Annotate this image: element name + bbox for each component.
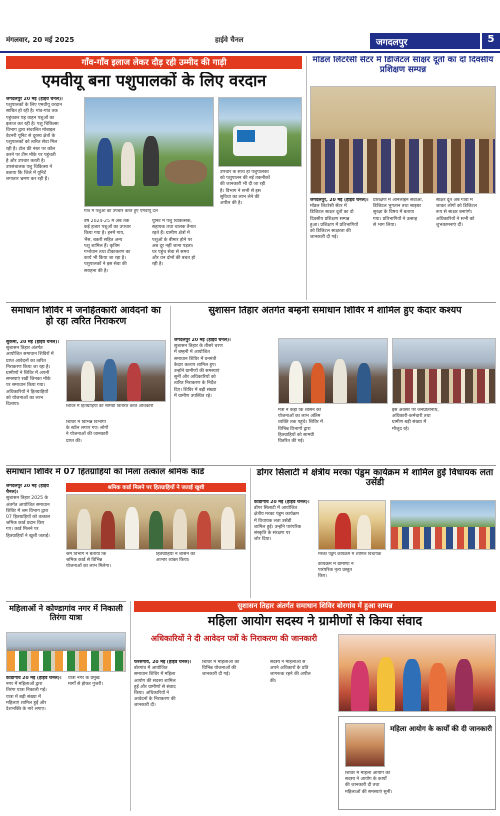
- story2-photo: [310, 86, 496, 194]
- story4-dateline: जगदलपुर 20 मई (हाईवे चैनल)।: [174, 338, 231, 343]
- story6-headline: डोंगर सिलाटी में क्षेत्रीय मरका पंडुम कार्यक्रम में शामिल हुईं विधायक लता उसेंडी: [256, 468, 494, 489]
- story1-column-4: उपचार के साथ ही पशुपालकों को पशुपालन की नई तकनीकों की जानकारी भी दी जा रही है। विभाग ने सभी से इस सुविधा का लाभ लेने की अपील की है।: [220, 170, 270, 206]
- story8-column-2: शिविर में महिलाओं को विभिन्न योजनाओं की जानकारी दी गई।: [202, 660, 240, 678]
- story2-dateline: जगदलपुर, 20 मई (हाईवे चैनल)।: [310, 198, 369, 203]
- story1-column-1: [6, 97, 80, 297]
- story5-headline: समाधान शिविर में 07 हितग्राहियों को मिला तत्काल श्रमिक कार्ड: [6, 468, 205, 477]
- story8-banner: सुशासन तिहार अंतर्गत समाधान शिविर बोरगांव में हुआ सम्पन्न: [134, 601, 496, 612]
- story3-headline: समाधान शिविर में जनहितकारी आवेदनों का हो रहा त्वरित निराकरण: [11, 306, 161, 327]
- story4-headline: सुशासन तिहार अंतर्गत बम्हनी समाधान शिविर में शामिल हुए केदार कश्यप: [208, 306, 462, 316]
- story1-photo-caption: गांव में पशुओं का उपचार करते हुए एमवीयू दल: [84, 209, 158, 214]
- masthead-rule: [0, 51, 500, 53]
- story1-photo-2: [218, 97, 302, 167]
- story8-subhead: अधिकारियों ने दी आवेदन पत्रों के निराकरण की जानकारी: [150, 634, 318, 643]
- page-number: 5: [482, 33, 500, 49]
- story6-column-1: कोंडागांव 20 मई (हाईवे चैनल)। डोंगर सिलाटी में आयोजित क्षेत्रीय मरका पंडुम कार्यक्रम में विधायक लता उसेंडी शामिल हुईं। उन्होंने पारंपरिक संस्कृति के संरक्षण पर जोर दिया।: [254, 500, 314, 598]
- sidebar-box-text: शिविर में महिला आयोग की सदस्य ने आयोग के कार्यों की जानकारी दी तथा महिलाओं की समस्याएं सुनीं।: [345, 771, 393, 795]
- story8-column-3: सदस्य ने महिलाओं से अपने अधिकारों के प्रति जागरूक रहने की अपील की।: [270, 660, 311, 684]
- story1-dateline: जगदलपुर 20 मई (हाईवे चैनल)।: [6, 97, 63, 102]
- story1-para-1: पशुपालकों के लिए एमवीयू वरदान साबित हो रही है। गांव-गांव तक पहुंचकर यह वाहन पशुओं का इलाज कर रही है। पशु चिकित्सा विभाग द्वारा संचालित मोबाइल वेटनरी यूनिट से दूरस्थ क्षेत्रों के पशुपालकों को त्वरित सेवा मिल रही है। टोल फ्री नंबर पर कॉल करने पर टीम मौके पर पहुंचती है और उपचार करती है। उपसंचालक पशु चिकित्सा ने बताया कि जिले में यूनिटें लगातार भ्रमण कर रही हैं।: [6, 103, 62, 183]
- story7-dateline: कोंडागांव 20 मई (हाईवे चैनल)।: [6, 676, 62, 681]
- story2-column-2: प्रशिक्षण में ऑनलाइन सेवाओं, डिजिटल भुगतान तथा साइबर सुरक्षा के विषय में बताया गया। प्रतिभागियों ने उत्साह से भाग लिया।: [373, 198, 424, 228]
- story2-headline: मॉडल लिटरेसी सेंटर में डिजिटल साक्षर दूतों का दो दिवसीय प्रशिक्षण सम्पन्न: [312, 56, 494, 75]
- story5-column-2: श्रम विभाग ने बताया कि श्रमिक कार्ड से विभिन्न योजनाओं का लाभ मिलेगा।: [66, 552, 111, 570]
- story4-column-1: जगदलपुर 20 मई (हाईवे चैनल)। सुशासन तिहार के तीसरे चरण में बम्हनी में आयोजित समाधान शिविर में वनमंत्री केदार कश्यप शामिल हुए। उन्होंने ग्रामीणों की समस्याएं सुनीं और अधिकारियों को त्वरित निराकरण के निर्देश दिए। शिविर में बड़ी संख्या में ग्रामीण उपस्थित रहे।: [174, 338, 274, 462]
- story4-photo: [278, 338, 388, 404]
- story5-column-1: जगदलपुर 20 मई (हाईवे चैनल)। सुशासन तिहार 2025 के अंतर्गत आयोजित समाधान शिविर में श्रम विभाग द्वारा 07 हितग्राहियों को तत्काल श्रमिक कार्ड प्रदान किए गए। कार्ड मिलने पर हितग्राहियों ने खुशी जताई।: [6, 484, 62, 598]
- column-divider: [250, 468, 251, 598]
- story2-column-3: साक्षर दूत अब गांवों में जाकर लोगों को डिजिटल रूप से साक्षर बनाएंगे। अधिकारियों ने सभी को शुभकामनाएं दीं।: [436, 198, 477, 228]
- story6-photo: [318, 500, 386, 550]
- story4-photo-2: [392, 338, 496, 404]
- publication-name: हाईवे चैनल: [215, 36, 244, 44]
- story8-dateline: फरसगांव, 20 मई (हाईवे चैनल)।: [134, 660, 192, 665]
- story6-photo-caption: मरका पंडुम कार्यक्रम में शामिल विधायक: [318, 552, 382, 557]
- issue-date: मंगलवार, 20 मई 2025: [6, 36, 75, 44]
- story8-headline: महिला आयोग सदस्य ने ग्रामीणों से किया संवाद: [207, 614, 423, 628]
- story7-column-1: कोंडागांव 20 मई (हाईवे चैनल)। नगर में महिलाओं द्वारा तिरंगा यात्रा निकाली गई। यात्रा में बड़ी संख्या में महिलाएं शामिल हुईं और देशभक्ति के नारे लगाए।: [6, 676, 64, 810]
- section-rule-3: [6, 601, 126, 602]
- masthead: [0, 0, 500, 52]
- story8-column-1: फरसगांव, 20 मई (हाईवे चैनल)। बोरगांव में आयोजित समाधान शिविर में महिला आयोग की सदस्य शामिल हुईं और ग्रामीणों से संवाद किया। अधिकारियों ने आवेदनों के निराकरण की जानकारी दी।: [134, 660, 198, 810]
- section-rule-2: [6, 465, 496, 466]
- story3-photo-caption: शिविर में हितग्राहियों को सामग्री वितरित करते अधिकारी: [66, 404, 154, 409]
- story1-banner: गाँव-गाँव इलाज लेकर दौड़ रही उम्मीद की गाड़ी: [6, 56, 302, 69]
- city-section: जगदलपुर: [370, 33, 480, 49]
- story7-column-2: यात्रा नगर के प्रमुख मार्गों से होकर गुजरी।: [68, 676, 104, 688]
- portrait-photo: [345, 723, 385, 767]
- section-rule-1: [6, 302, 496, 303]
- story3-column-1: सुकमा, 20 मई (हाईवे चैनल)। सुशासन तिहार अंतर्गत आयोजित समाधान शिविरों में प्राप्त आवेदनों का त्वरित निराकरण किया जा रहा है। ग्रामीणों ने शिविर में अपनी समस्याएं रखीं जिनका मौके पर समाधान किया गया। अधिकारियों ने हितग्राहियों को योजनाओं का लाभ दिलाया।: [6, 340, 62, 462]
- story4-column-2: मंत्री ने कहा कि शासन की योजनाओं का लाभ अंतिम व्यक्ति तक पहुंचे। शिविर में विभिन्न विभागों द्वारा हितग्राहियों को सामग्री वितरित की गई।: [278, 408, 323, 444]
- story4-column-3: इस अवसर पर जनप्रतिनिधि, अधिकारी-कर्मचारी तथा ग्रामीण बड़ी संख्या में मौजूद रहे।: [392, 408, 439, 432]
- story7-headline: महिलाओं ने कोण्डागांव नगर में निकाली तिरंगा यात्रा: [9, 604, 123, 623]
- column-divider: [130, 601, 131, 811]
- story1-photo: [84, 97, 214, 207]
- story7-photo: [6, 632, 126, 672]
- story5-photo: [66, 494, 246, 550]
- story8-sidebar-box: [338, 716, 496, 810]
- story6-photo-2: [390, 500, 496, 550]
- story1-column-2: वर्ष 2024-25 में अब तक कई हजार पशुओं का उपचार किया गया है। इनमें गाय, भैंस, बकरी सहित अन्य पशु शामिल हैं। कृत्रिम गर्भाधान तथा टीकाकरण का कार्य भी किया जा रहा है। पशुपालकों ने इस सेवा की सराहना की है।: [84, 219, 131, 274]
- story8-photo: [338, 634, 496, 712]
- story3-dateline: सुकमा, 20 मई (हाईवे चैनल)।: [6, 340, 60, 345]
- story6-dateline: कोंडागांव 20 मई (हाईवे चैनल)।: [254, 500, 310, 505]
- column-divider: [170, 306, 171, 462]
- story2-column-1: जगदलपुर, 20 मई (हाईवे चैनल)। मॉडल लिटरेसी सेंटर में डिजिटल साक्षर दूतों का दो दिवसीय प्रशिक्षण सम्पन्न हुआ। प्रशिक्षण में प्रतिभागियों को डिजिटल साक्षरता की जानकारी दी गई।: [310, 198, 369, 241]
- story5-subhead: श्रमिक कार्ड मिलने पर हितग्राहियों ने जताई खुशी: [66, 483, 246, 492]
- story1-headline: एमवीयू बना पशुपालकों के लिए वरदान: [41, 72, 267, 90]
- story5-dateline: जगदलपुर 20 मई (हाईवे चैनल)।: [6, 484, 49, 496]
- story1-column-3: यूनिट में पशु चिकित्सक, सहायक तथा चालक तैनात रहते हैं। ग्रामीण क्षेत्रों में पशुओं के बीमार होने पर अब दूर नहीं जाना पड़ता। घर पहुंच सेवा से समय और धन दोनों की बचत हो रही है।: [152, 219, 196, 268]
- story5-column-3: हितग्राहियों ने शासन का आभार व्यक्त किया।: [156, 552, 196, 564]
- story6-column-2: कार्यक्रम में ग्रामीणों ने पारंपरिक नृत्य प्रस्तुत किए।: [318, 562, 354, 580]
- sidebar-box-title: महिला आयोग के कार्यों की दी जानकारी: [390, 725, 492, 733]
- story3-photo: [66, 340, 166, 402]
- column-divider: [306, 56, 307, 300]
- story3-column-2: शिविर में विभिन्न विभागों के स्टॉल लगाए गए। लोगों ने योजनाओं की जानकारी प्राप्त की।: [66, 420, 109, 444]
